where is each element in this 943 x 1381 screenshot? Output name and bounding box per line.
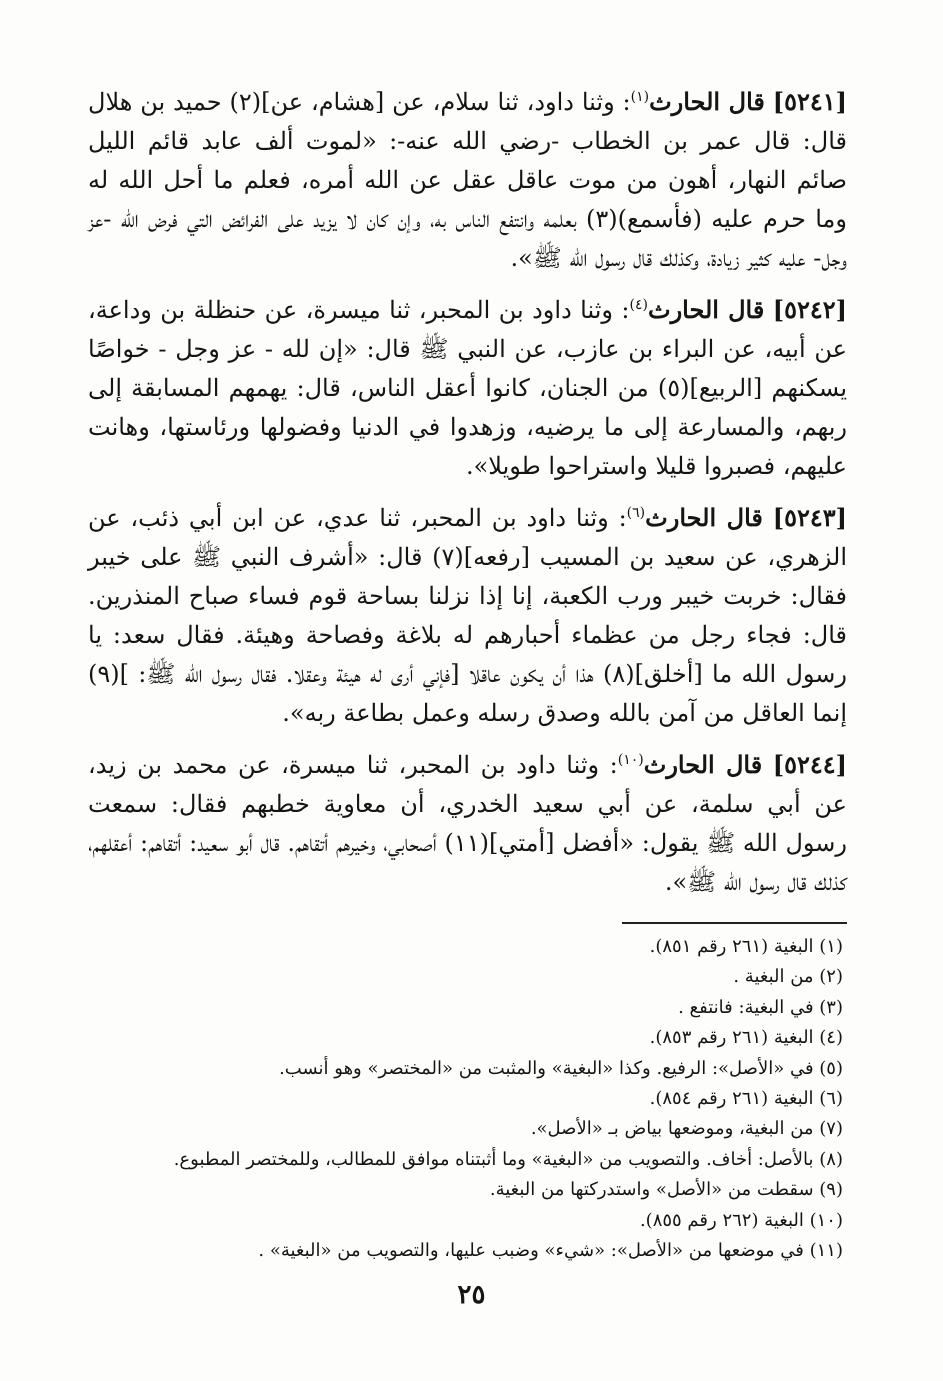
footnotes — [88, 932, 843, 1266]
footnote: (٩) سقطت من «الأصل» واستدركتها من البغية. — [489, 1179, 843, 1201]
main-text — [88, 82, 847, 914]
footnote: (٧) من البغية، وموضعها بياض بـ «الأصل». — [530, 1118, 843, 1140]
hadith-entry — [88, 745, 847, 902]
entry-text: : وثنا داود بن المحبر، ثنا ميسرة، عن حنظلة بن وداعة، عن أبيه، عن البراء بن عازب، عن النبي ﷺ قال: «إن لله - عز وجل - خواصًا يسكنهم [الربيع](٥) من الجنان، كانوا أعقل الناس، قال: يهمهم المسابقة إلى ربهم، والمسارعة إلى ما يرضيه، وزهدوا في الدنيا وفضولها ورئاستها، وهانت عليهم، فصبروا قليلا واستراحوا طويلا». — [88, 296, 848, 480]
footnote-divider — [622, 922, 847, 924]
footnote-ref: (٤) — [629, 297, 648, 313]
footnote: (١١) في موضعها من «الأصل»: «شيء» وضبب عليها، والتصويب من «البغية» . — [258, 1240, 843, 1262]
footnote-ref: (١) — [630, 89, 650, 105]
entry-text: : وثنا داود، ثنا سلام، عن [هشام، عن](٢) حميد بن هلال قال: قال عمر بن الخطاب -رضي الله عنه-: «لموت ألف عابد قائم الليل صائم النهار، أهون من موت عاقل عقل عن الله أمره، فعلم ما أحل الله له وما حرم عليه (فأسمع)(٣) بعلمه وانتفع الناس به، وإن كان لا يزيد على الفرائض التي فرض الله -عز وجل- عليه كثير زيادة، وكذلك قال رسول الله ﷺ». — [88, 88, 847, 272]
footnote: (٣) في البغية: فانتفع . — [678, 996, 843, 1018]
footnote-ref: (٦) — [626, 505, 646, 521]
entry-text: : وثنا داود بن المحبر، ثنا ميسرة، عن محمد بن زيد، عن أبي سلمة، عن أبي سعيد الخدري، أن معاوية خطبهم فقال: سمعت رسول الله ﷺ يقول: «أفضل [أمتي](١١) أصحابي، وخيرهم أتقاهم. قال أبو سعيد: أتقاهم: أعقلهم، كذلك قال رسول الله ﷺ». — [88, 751, 847, 896]
footnote-ref: (١٠) — [617, 752, 644, 768]
footnote: (٤) البغية (٢٦١ رقم ٨٥٣). — [649, 1027, 843, 1049]
entry-number: [٥٢٤٢] — [772, 295, 848, 324]
footnote: (٨) بالأصل: أخاف. والتصويب من «البغية» وما أثبتناه موافق للمطالب، وللمختصر المطبوع. — [173, 1148, 843, 1170]
footnote: (٢) من البغية . — [733, 966, 843, 988]
entry-heading: قال الحارث — [643, 750, 763, 779]
footnote: (١) البغية (٢٦١ رقم ٨٥١). — [649, 936, 843, 957]
hadith-entry — [88, 498, 847, 733]
entry-heading: قال الحارث — [649, 87, 765, 116]
footnote: (٦) البغية (٢٦١ رقم ٨٥٤). — [649, 1088, 843, 1110]
entry-heading: قال الحارث — [647, 295, 765, 324]
hadith-entry — [88, 82, 847, 278]
hadith-entry — [88, 290, 847, 486]
page-number: ٢٥ — [457, 1280, 486, 1310]
footnote: (٥) في «الأصل»: الرفيع. وكذا «البغية» والمثبت من «المختصر» وهو أنسب. — [279, 1057, 843, 1079]
entry-text: : وثنا داود بن المحبر، ثنا عدي، عن ابن أبي ذئب، عن الزهري، عن سعيد بن المسيب [رفعه](٧) قال: «أشرف النبي ﷺ على خيبر فقال: خربت خيبر ورب الكعبة، إنا إذا نزلنا بساحة قوم فساء صباح المنذرين. قال: فجاء رجل من عظماء أحبارهم له بلاغة وفصاحة وهيئة. فقال سعد: يا رسول الله ما [أخلق](٨) هذا أن يكون عاقلا [فإني أرى له هيئة وعقلا. فقال رسول الله ﷺ: ](٩) إنما العاقل من آمن بالله وصدق رسله وعمل بطاعة ربه». — [88, 504, 848, 727]
footnote: (١٠) البغية (٢٦٢ رقم ٨٥٥). — [639, 1209, 843, 1231]
entry-number: [٥٢٤٣] — [772, 503, 847, 532]
entry-number: [٥٢٤١] — [772, 87, 848, 116]
entry-number: [٥٢٤٤] — [772, 750, 848, 779]
entry-heading: قال الحارث — [645, 503, 763, 532]
